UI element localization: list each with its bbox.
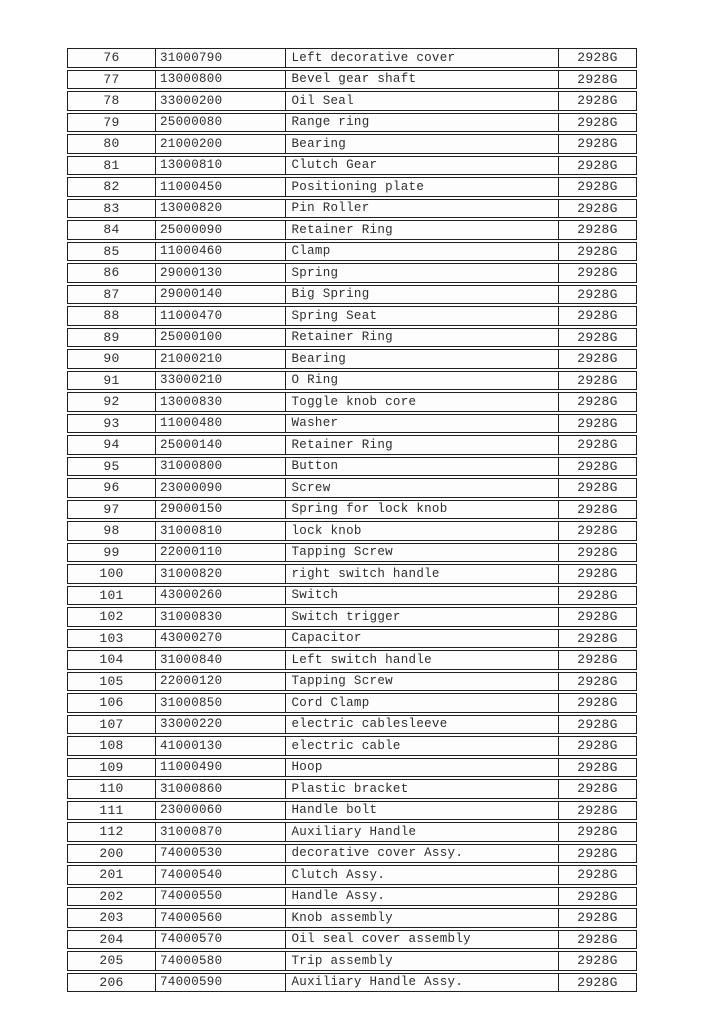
row-index-cell: 103 — [68, 630, 156, 648]
row-index-cell: 202 — [68, 888, 156, 906]
description-cell: Spring for lock knob — [286, 501, 560, 519]
row-index-cell: 206 — [68, 974, 156, 992]
description-cell: electric cablesleeve — [286, 716, 560, 734]
row-index-cell: 90 — [68, 350, 156, 368]
part-number-cell: 74000530 — [156, 845, 286, 863]
part-number-cell: 22000110 — [156, 544, 286, 562]
model-cell: 2928G — [577, 157, 618, 173]
part-number-cell: 31000870 — [156, 823, 286, 841]
row-index-cell: 81 — [68, 157, 156, 175]
table-row — [67, 887, 637, 907]
row-index-cell: 109 — [68, 759, 156, 777]
part-number-cell: 43000270 — [156, 630, 286, 648]
row-index-cell: 80 — [68, 135, 156, 153]
part-number-cell: 74000570 — [156, 931, 286, 949]
model-cell: 2928G — [577, 910, 618, 926]
description-cell: Cord Clamp — [286, 694, 560, 712]
part-number-cell: 43000260 — [156, 587, 286, 605]
model-cell: 2928G — [577, 544, 618, 560]
row-index-cell: 205 — [68, 952, 156, 970]
row-index-cell: 79 — [68, 114, 156, 132]
table-row — [67, 865, 637, 885]
row-index-cell: 99 — [68, 544, 156, 562]
part-number-cell: 13000830 — [156, 393, 286, 411]
row-index-cell: 110 — [68, 780, 156, 798]
table-row — [67, 113, 637, 133]
table-row — [67, 822, 637, 842]
description-cell: Switch — [286, 587, 560, 605]
table-row — [67, 693, 637, 713]
table-row — [67, 263, 637, 283]
model-cell: 2928G — [577, 695, 618, 711]
table-row — [67, 758, 637, 778]
description-cell: Trip assembly — [286, 952, 560, 970]
part-number-cell: 33000210 — [156, 372, 286, 390]
part-number-cell: 25000080 — [156, 114, 286, 132]
part-number-cell: 29000140 — [156, 286, 286, 304]
table-row — [67, 650, 637, 670]
model-cell: 2928G — [577, 50, 618, 66]
model-cell: 2928G — [577, 501, 618, 517]
model-cell: 2928G — [577, 114, 618, 130]
model-cell: 2928G — [577, 243, 618, 259]
description-cell: Bevel gear shaft — [286, 71, 560, 89]
table-row — [67, 220, 637, 240]
table-row — [67, 349, 637, 369]
description-cell: Capacitor — [286, 630, 560, 648]
table-row — [67, 177, 637, 197]
model-cell: 2928G — [577, 308, 618, 324]
row-index-cell: 107 — [68, 716, 156, 734]
table-row — [67, 564, 637, 584]
description-cell: Washer — [286, 415, 560, 433]
table-row — [67, 801, 637, 821]
model-cell: 2928G — [577, 179, 618, 195]
part-number-cell: 74000540 — [156, 866, 286, 884]
description-cell: Auxiliary Handle Assy. — [286, 974, 560, 992]
model-cell: 2928G — [577, 71, 618, 87]
row-index-cell: 95 — [68, 458, 156, 476]
row-index-cell: 87 — [68, 286, 156, 304]
model-cell: 2928G — [577, 222, 618, 238]
model-cell: 2928G — [577, 480, 618, 496]
table-row — [67, 457, 637, 477]
table-row — [67, 156, 637, 176]
row-index-cell: 203 — [68, 909, 156, 927]
row-index-cell: 104 — [68, 651, 156, 669]
model-cell: 2928G — [577, 738, 618, 754]
description-cell: Clamp — [286, 243, 560, 261]
model-cell: 2928G — [577, 824, 618, 840]
part-number-cell: 21000200 — [156, 135, 286, 153]
part-number-cell: 74000560 — [156, 909, 286, 927]
table-row — [67, 672, 637, 692]
description-cell: Oil seal cover assembly — [286, 931, 560, 949]
description-cell: Retainer Ring — [286, 221, 560, 239]
description-cell: decorative cover Assy. — [286, 845, 560, 863]
model-cell: 2928G — [577, 351, 618, 367]
part-number-cell: 13000820 — [156, 200, 286, 218]
model-cell: 2928G — [577, 673, 618, 689]
model-cell: 2928G — [577, 265, 618, 281]
row-index-cell: 98 — [68, 522, 156, 540]
parts-table — [67, 48, 637, 994]
part-number-cell: 11000470 — [156, 307, 286, 325]
model-cell: 2928G — [577, 566, 618, 582]
table-row — [67, 371, 637, 391]
row-index-cell: 88 — [68, 307, 156, 325]
table-row — [67, 414, 637, 434]
model-cell: 2928G — [577, 200, 618, 216]
description-cell: Plastic bracket — [286, 780, 560, 798]
row-index-cell: 76 — [68, 49, 156, 67]
description-cell: Left decorative cover — [286, 49, 560, 67]
table-row — [67, 521, 637, 541]
row-index-cell: 105 — [68, 673, 156, 691]
table-row — [67, 242, 637, 262]
table-row — [67, 951, 637, 971]
description-cell: Retainer Ring — [286, 329, 560, 347]
part-number-cell: 33000200 — [156, 92, 286, 110]
part-number-cell: 25000090 — [156, 221, 286, 239]
model-cell: 2928G — [577, 286, 618, 302]
row-index-cell: 93 — [68, 415, 156, 433]
row-index-cell: 89 — [68, 329, 156, 347]
table-row — [67, 629, 637, 649]
part-number-cell: 31000820 — [156, 565, 286, 583]
table-row — [67, 199, 637, 219]
row-index-cell: 94 — [68, 436, 156, 454]
description-cell: Big Spring — [286, 286, 560, 304]
description-cell: Auxiliary Handle — [286, 823, 560, 841]
description-cell: Clutch Assy. — [286, 866, 560, 884]
part-number-cell: 31000840 — [156, 651, 286, 669]
row-index-cell: 201 — [68, 866, 156, 884]
table-row — [67, 973, 637, 993]
row-index-cell: 97 — [68, 501, 156, 519]
model-cell: 2928G — [577, 437, 618, 453]
model-cell: 2928G — [577, 136, 618, 152]
model-cell: 2928G — [577, 415, 618, 431]
row-index-cell: 204 — [68, 931, 156, 949]
model-cell: 2928G — [577, 931, 618, 947]
table-row — [67, 306, 637, 326]
description-cell: Bearing — [286, 350, 560, 368]
part-number-cell: 29000150 — [156, 501, 286, 519]
part-number-cell: 25000100 — [156, 329, 286, 347]
description-cell: Tapping Screw — [286, 673, 560, 691]
table-row — [67, 478, 637, 498]
row-index-cell: 92 — [68, 393, 156, 411]
model-cell: 2928G — [577, 953, 618, 969]
table-row — [67, 607, 637, 627]
part-number-cell: 31000810 — [156, 522, 286, 540]
table-row — [67, 736, 637, 756]
table-row — [67, 779, 637, 799]
model-cell: 2928G — [577, 372, 618, 388]
table-row — [67, 844, 637, 864]
part-number-cell: 31000800 — [156, 458, 286, 476]
description-cell: Screw — [286, 479, 560, 497]
row-index-cell: 96 — [68, 479, 156, 497]
model-cell: 2928G — [577, 974, 618, 990]
part-number-cell: 23000060 — [156, 802, 286, 820]
table-row — [67, 908, 637, 928]
description-cell: Bearing — [286, 135, 560, 153]
description-cell: Handle Assy. — [286, 888, 560, 906]
row-index-cell: 112 — [68, 823, 156, 841]
table-row — [67, 715, 637, 735]
row-index-cell: 106 — [68, 694, 156, 712]
part-number-cell: 41000130 — [156, 737, 286, 755]
model-cell: 2928G — [577, 394, 618, 410]
description-cell: Hoop — [286, 759, 560, 777]
part-number-cell: 22000120 — [156, 673, 286, 691]
model-cell: 2928G — [577, 652, 618, 668]
model-cell: 2928G — [577, 781, 618, 797]
table-row — [67, 392, 637, 412]
part-number-cell: 74000550 — [156, 888, 286, 906]
description-cell: Positioning plate — [286, 178, 560, 196]
part-number-cell: 25000140 — [156, 436, 286, 454]
part-number-cell: 11000490 — [156, 759, 286, 777]
row-index-cell: 200 — [68, 845, 156, 863]
row-index-cell: 100 — [68, 565, 156, 583]
description-cell: Left switch handle — [286, 651, 560, 669]
row-index-cell: 85 — [68, 243, 156, 261]
part-number-cell: 31000830 — [156, 608, 286, 626]
part-number-cell: 11000450 — [156, 178, 286, 196]
description-cell: Pin Roller — [286, 200, 560, 218]
table-row — [67, 586, 637, 606]
table-row — [67, 134, 637, 154]
description-cell: Knob assembly — [286, 909, 560, 927]
model-cell: 2928G — [577, 716, 618, 732]
description-cell: Range ring — [286, 114, 560, 132]
model-cell: 2928G — [577, 93, 618, 109]
table-row — [67, 500, 637, 520]
description-cell: Tapping Screw — [286, 544, 560, 562]
model-cell: 2928G — [577, 867, 618, 883]
model-cell: 2928G — [577, 523, 618, 539]
description-cell: Oil Seal — [286, 92, 560, 110]
part-number-cell: 13000810 — [156, 157, 286, 175]
table-row — [67, 48, 637, 68]
part-number-cell: 23000090 — [156, 479, 286, 497]
row-index-cell: 82 — [68, 178, 156, 196]
part-number-cell: 74000590 — [156, 974, 286, 992]
description-cell: Toggle knob core — [286, 393, 560, 411]
description-cell: lock knob — [286, 522, 560, 540]
model-cell: 2928G — [577, 630, 618, 646]
table-row — [67, 435, 637, 455]
model-cell: 2928G — [577, 609, 618, 625]
row-index-cell: 101 — [68, 587, 156, 605]
table-row — [67, 91, 637, 111]
description-cell: Switch trigger — [286, 608, 560, 626]
description-cell: Retainer Ring — [286, 436, 560, 454]
row-index-cell: 78 — [68, 92, 156, 110]
table-row — [67, 328, 637, 348]
row-index-cell: 102 — [68, 608, 156, 626]
row-index-cell: 84 — [68, 221, 156, 239]
table-row — [67, 70, 637, 90]
table-row — [67, 285, 637, 305]
model-cell: 2928G — [577, 888, 618, 904]
part-number-cell: 33000220 — [156, 716, 286, 734]
part-number-cell: 31000790 — [156, 49, 286, 67]
part-number-cell: 29000130 — [156, 264, 286, 282]
row-index-cell: 91 — [68, 372, 156, 390]
model-cell: 2928G — [577, 802, 618, 818]
table-row — [67, 543, 637, 563]
part-number-cell: 31000850 — [156, 694, 286, 712]
description-cell: Clutch Gear — [286, 157, 560, 175]
model-cell: 2928G — [577, 845, 618, 861]
part-number-cell: 13000800 — [156, 71, 286, 89]
row-index-cell: 111 — [68, 802, 156, 820]
part-number-cell: 21000210 — [156, 350, 286, 368]
model-cell: 2928G — [577, 458, 618, 474]
model-cell: 2928G — [577, 329, 618, 345]
part-number-cell: 31000860 — [156, 780, 286, 798]
description-cell: Button — [286, 458, 560, 476]
description-cell: electric cable — [286, 737, 560, 755]
table-row — [67, 930, 637, 950]
part-number-cell: 74000580 — [156, 952, 286, 970]
model-cell: 2928G — [577, 759, 618, 775]
description-cell: O Ring — [286, 372, 560, 390]
part-number-cell: 11000480 — [156, 415, 286, 433]
description-cell: Spring — [286, 264, 560, 282]
row-index-cell: 83 — [68, 200, 156, 218]
row-index-cell: 108 — [68, 737, 156, 755]
part-number-cell: 11000460 — [156, 243, 286, 261]
description-cell: Handle bolt — [286, 802, 560, 820]
model-cell: 2928G — [577, 587, 618, 603]
row-index-cell: 86 — [68, 264, 156, 282]
description-cell: right switch handle — [286, 565, 560, 583]
row-index-cell: 77 — [68, 71, 156, 89]
description-cell: Spring Seat — [286, 307, 560, 325]
